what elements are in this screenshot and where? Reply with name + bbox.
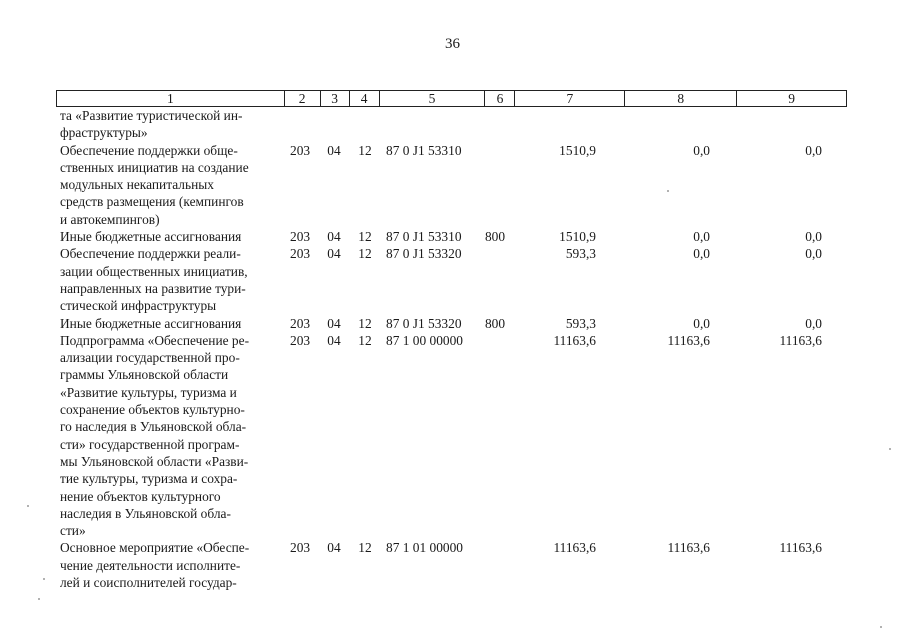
description-line: Обеспечение поддержки обще- <box>60 142 238 158</box>
cell-c4: 12 <box>358 315 372 331</box>
description-line: сохранение объектов культурно- <box>60 402 245 418</box>
cell-c9: 11163,6 <box>779 332 822 348</box>
header-cell: 6 <box>485 91 515 106</box>
description-line: Обеспечение поддержки реали- <box>60 246 241 262</box>
table-row <box>60 539 822 591</box>
cell-c8: 0,0 <box>693 246 710 262</box>
cell-c6: 800 <box>484 315 506 331</box>
cell-c7: 1510,9 <box>559 142 596 158</box>
cell-c9: 0,0 <box>805 142 822 158</box>
description-line: нение объектов культурного <box>60 488 221 504</box>
cell-c3: 04 <box>327 246 341 262</box>
description-line: зации общественных инициатив, <box>60 263 248 279</box>
row-description <box>60 245 282 314</box>
header-cell: 8 <box>625 91 737 106</box>
cell-c4: 12 <box>358 229 372 245</box>
row-description <box>60 315 282 332</box>
description-line: сти» <box>60 523 86 539</box>
header-cell: 2 <box>285 91 321 106</box>
description-line: го наследия в Ульяновской обла- <box>60 419 247 435</box>
description-line: Подпрограмма «Обеспечение ре- <box>60 332 250 348</box>
scan-speck <box>38 598 40 600</box>
header-cell: 1 <box>57 91 285 106</box>
cell-c4: 12 <box>358 332 372 348</box>
cell-c3: 04 <box>327 315 341 331</box>
cell-c2: 203 <box>290 142 311 158</box>
table-row <box>60 315 822 332</box>
row-description <box>60 539 282 591</box>
header-cell: 4 <box>350 91 380 106</box>
description-line: ственных инициатив на создание <box>60 159 249 175</box>
description-line: чение деятельности исполните- <box>60 557 241 573</box>
cell-c5: 87 0 J1 53320 <box>386 315 462 331</box>
description-line: фраструктуры» <box>60 125 148 141</box>
description-line: мы Ульяновской области «Разви- <box>60 453 249 469</box>
page-number: 36 <box>445 36 460 52</box>
cell-c3: 04 <box>327 540 341 556</box>
cell-c4: 12 <box>358 246 372 262</box>
cell-c2: 203 <box>290 315 311 331</box>
description-line: модульных некапитальных <box>60 177 214 193</box>
description-line: и автокемпингов) <box>60 211 160 227</box>
table-row <box>60 228 822 245</box>
description-line: средств размещения (кемпингов <box>60 194 244 210</box>
cell-c5: 87 0 J1 53310 <box>386 142 462 158</box>
cell-c5: 87 0 J1 53320 <box>386 246 462 262</box>
cell-c3: 04 <box>327 229 341 245</box>
header-cell: 9 <box>737 91 847 106</box>
description-line: «Развитие культуры, туризма и <box>60 384 237 400</box>
description-line: сти» государственной програм- <box>60 436 240 452</box>
cell-c8: 11163,6 <box>667 540 710 556</box>
cell-c8: 0,0 <box>693 315 710 331</box>
description-line: стической инфраструктуры <box>60 298 217 314</box>
cell-c7: 593,3 <box>565 315 596 331</box>
row-description <box>60 107 282 142</box>
table-row <box>60 245 822 314</box>
table-row <box>60 332 822 540</box>
budget-table-body <box>60 107 822 591</box>
scan-speck <box>889 448 891 450</box>
cell-c8: 0,0 <box>693 229 710 245</box>
header-cell: 5 <box>380 91 486 106</box>
cell-c2: 203 <box>290 332 311 348</box>
description-line: лей и соисполнителей государ- <box>60 575 237 591</box>
description-line: Иные бюджетные ассигнования <box>60 315 242 331</box>
table-header-row <box>56 90 847 107</box>
scan-speck <box>667 190 669 192</box>
cell-c7: 1510,9 <box>559 229 596 245</box>
cell-c8: 11163,6 <box>667 332 710 348</box>
cell-c9: 0,0 <box>805 246 822 262</box>
cell-c7: 11163,6 <box>553 540 596 556</box>
cell-c9: 0,0 <box>805 229 822 245</box>
description-line: направленных на развитие тури- <box>60 280 246 296</box>
cell-c3: 04 <box>327 332 341 348</box>
cell-c4: 12 <box>358 540 372 556</box>
cell-c5: 87 0 J1 53310 <box>386 229 462 245</box>
cell-c6: 800 <box>484 229 506 245</box>
cell-c8: 0,0 <box>693 142 710 158</box>
cell-c3: 04 <box>327 142 341 158</box>
cell-c9: 11163,6 <box>779 540 822 556</box>
cell-c5: 87 1 01 00000 <box>386 540 463 556</box>
cell-c9: 0,0 <box>805 315 822 331</box>
scan-speck <box>43 578 45 580</box>
header-cell: 7 <box>515 91 625 106</box>
cell-c7: 11163,6 <box>553 332 596 348</box>
header-cell: 3 <box>321 91 350 106</box>
row-description <box>60 142 282 228</box>
cell-c7: 593,3 <box>565 246 596 262</box>
cell-c2: 203 <box>290 246 311 262</box>
description-line: Иные бюджетные ассигнования <box>60 229 242 245</box>
description-line: Основное мероприятие «Обеспе- <box>60 540 250 556</box>
description-line: граммы Ульяновской области <box>60 367 229 383</box>
description-line: ализации государственной про- <box>60 350 240 366</box>
row-description <box>60 332 282 540</box>
row-description <box>60 228 282 245</box>
scan-speck <box>27 505 29 507</box>
cell-c2: 203 <box>290 229 311 245</box>
table-row <box>60 107 822 142</box>
description-line: тие культуры, туризма и сохра- <box>60 471 238 487</box>
description-line: наследия в Ульяновской обла- <box>60 505 231 521</box>
cell-c5: 87 1 00 00000 <box>386 332 463 348</box>
description-line: та «Развитие туристической ин- <box>60 108 243 123</box>
table-row <box>60 142 822 228</box>
scan-speck <box>880 626 882 628</box>
cell-c2: 203 <box>290 540 311 556</box>
cell-c4: 12 <box>358 142 372 158</box>
